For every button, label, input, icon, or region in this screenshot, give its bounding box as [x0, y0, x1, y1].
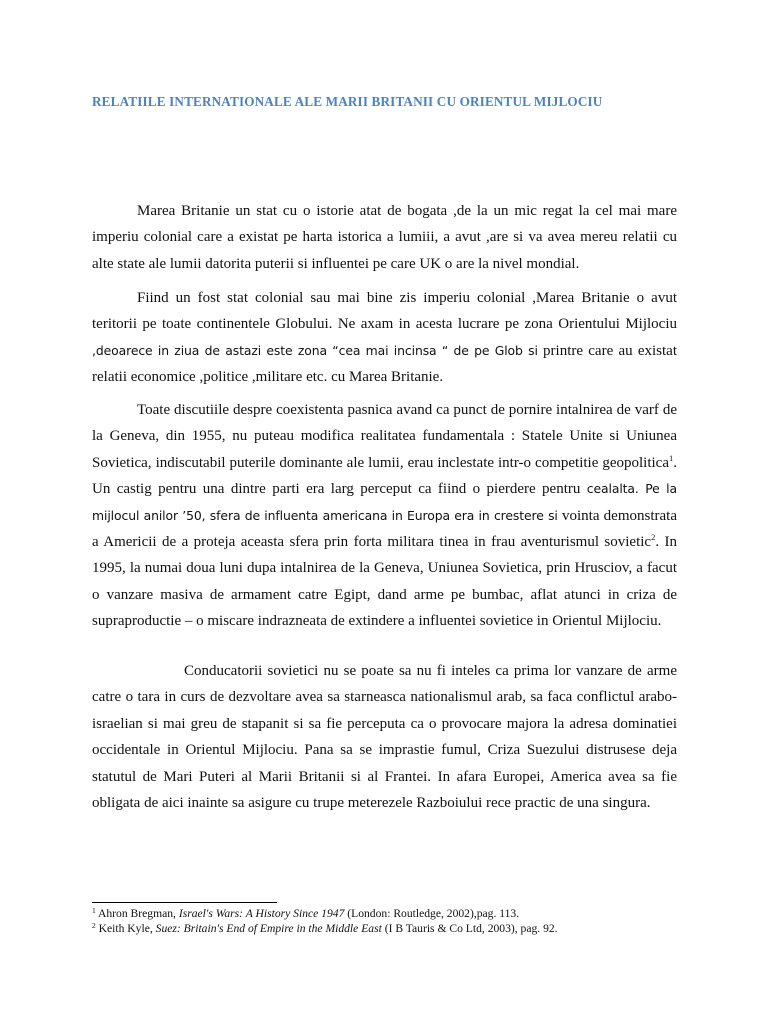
- paragraph-3-part-b: . Un castig pentru una dintre parti era larg perceput ca fiind o pierdere pentru: [92, 454, 677, 498]
- body-section-3: [92, 397, 677, 635]
- paragraph-3-part-e: . In 1995, la numai doua luni dupa intalnirea de la Geneva, Uniunea Sovietica, prin Hrusciov, a facut o vanzare masiva de armament catre Egipt, dand arme pe bumbac, aflat atunci in criza de supraproductie – o miscare indrazneata de extindere a influentei sovietice in Orientul Mijlociu.: [92, 534, 677, 630]
- paragraph-3-part-c: cealalta. Pe la mijlocul anilor ’50, sfera de influenta americana in Europa era in crestere si: [92, 481, 677, 523]
- paragraph-2-part-b: ,deoarece in ziua de astazi este zona “cea mai incinsa “ de pe Glob si: [92, 342, 538, 358]
- footnote-2-book: Suez: Britain's End of Empire in the Middle East: [155, 921, 382, 935]
- footnote-1: [92, 907, 712, 922]
- body-section-4: [92, 658, 677, 816]
- document-title: RELATIILE INTERNATIONALE ALE MARII BRITANII CU ORIENTUL MIJLOCIU: [92, 94, 603, 109]
- paragraph-2: [92, 285, 677, 391]
- footnote-1-number: 1: [92, 906, 96, 915]
- paragraph-3: [92, 397, 677, 635]
- footnote-1-book: Israel's Wars: A History Since 1947: [178, 907, 345, 920]
- footnote-2-details: (I B Tauris & Co Ltd, 2003), pag. 92.: [381, 921, 558, 935]
- paragraph-3-part-d: vointa demonstrata a Americii de a proteja aceasta sfera prin forta militara tinea in frau aventurismul sovietic: [92, 507, 677, 551]
- footnote-separator: [92, 902, 277, 903]
- paragraph-1: Marea Britanie un stat cu o istorie atat de bogata ,de la un mic regat la cel mai mare imperiu colonial care a existat pe harta istorica a lumiii, a avut ,are si va avea mereu relatii cu alte state ale lumii datorita puterii si influentei pe care UK o are la nivel mondial.: [92, 203, 677, 272]
- paragraph-2-part-c: printre care au existat relatii economice ,politice ,militare etc. cu Marea Britanie.: [92, 342, 678, 386]
- body-section-1: [92, 198, 677, 277]
- body-section-2: [92, 285, 677, 391]
- footnote-ref-1[interactable]: 1: [669, 452, 674, 463]
- footnote-1-details: (London: Routledge, 2002),pag. 113.: [344, 907, 520, 920]
- paragraph-4: Conducatorii sovietici nu se poate sa nu fi inteles ca prima lor vanzare de arme catre o tara in curs de dezvoltare avea sa starneasca nationalismul arab, sa faca conflictul arabo-israelian si mai greu de stapanit si sa fie perceputa ca o provocare majora la adresa dominatiei occidentale in Orientul Mijlociu. Pana sa se imprastie fumul, Criza Suezului distrusese deja statutul de Mari Puteri al Marii Britanii si al Frantei. In afara Europei, America avea sa fie obligata de aici inainte sa asigure cu trupe meterezele Razboiului rece practic de una singura.: [92, 663, 677, 812]
- footnote-1-author: Ahron Bregman,: [95, 907, 179, 920]
- paragraph-3-part-a: Toate discutiile despre coexistenta pasnica avand ca punct de pornire intalnirea de varf de la Geneva, din 1955, nu puteau modifica realitatea fundamentala : Statele Unite si Uniunea Sovietica, indiscutabil puterile dominante ale lumii, erau inclestate intr-o competitie geopolitica: [92, 402, 677, 471]
- footnotes: [92, 907, 712, 936]
- paragraph-2-part-a: Fiind un fost stat colonial sau mai bine zis imperiu colonial ,Marea Britanie o avut teritorii pe toate continentele Globului. Ne axam in acesta lucrare pe zona Orientului Mijlociu: [92, 290, 677, 333]
- footnote-2: [92, 922, 712, 937]
- footnote-2-number: 2: [92, 920, 96, 930]
- footnote-2-author: Keith Kyle,: [95, 921, 156, 935]
- footnote-ref-2[interactable]: 2: [651, 532, 656, 543]
